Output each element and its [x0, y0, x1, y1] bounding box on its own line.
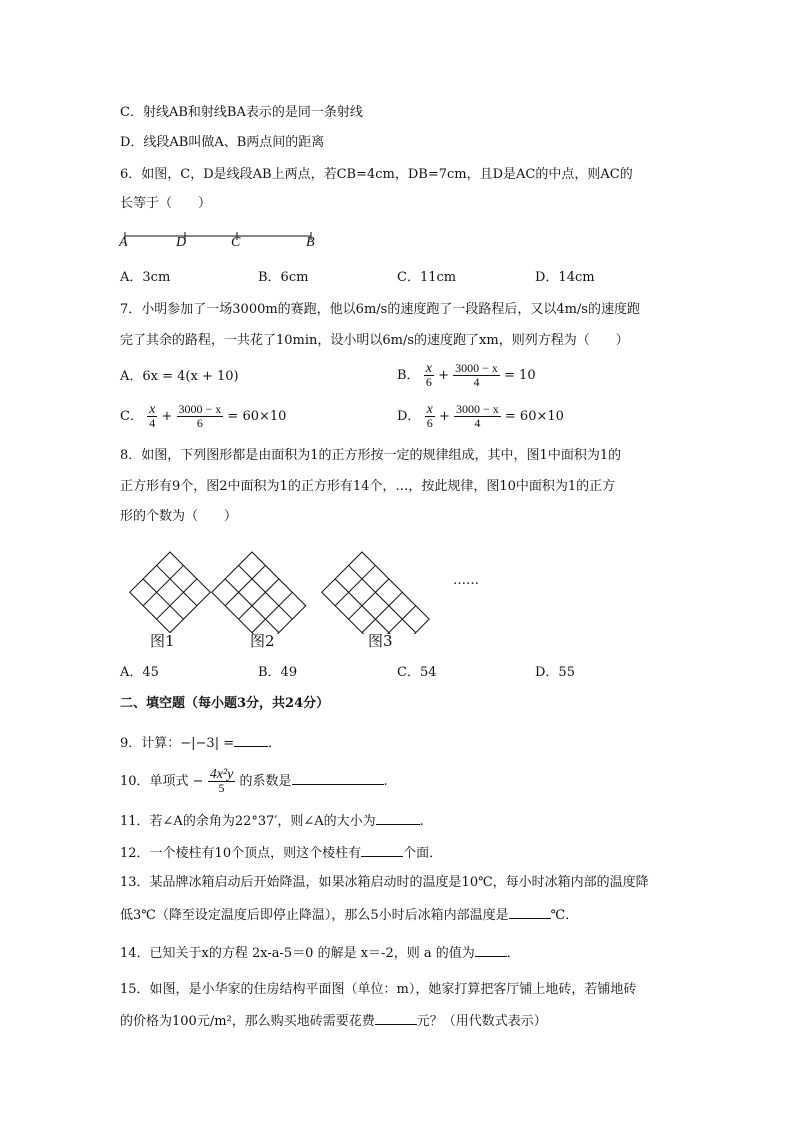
q7-option-d: D． $\frac{x}{6}$ + $\frac{3000 - x}{4}$ = 60×10: [397, 402, 564, 430]
q7-option-a: A．6x = 4(x + 10): [120, 369, 239, 384]
q6-stem-line2: 长等于（ ）: [120, 196, 212, 211]
q8-figure-1: [128, 550, 212, 634]
q15-answer-blank[interactable]: [375, 1010, 417, 1025]
q7-stem-line2: 完了其余的路程，一共花了10min，设小明以6m/s的速度跑了xm，则列方程为（ ）: [120, 333, 629, 348]
q13-line1: 13．某品牌冰箱启动后开始降温，如果冰箱启动时的温度是10℃，每小时冰箱内部的温度降: [120, 875, 649, 890]
q6-point-d: D: [176, 235, 187, 250]
q15-line2: 的价格为100元/m²，那么购买地砖需要花费 元？（用代数式表示）: [120, 1010, 547, 1032]
q7-option-c: C． $\frac{x}{4}$ + $\frac{3000 - x}{6}$ = 60×10: [120, 402, 287, 430]
q14: 14．已知关于x的方程 2x-a-5＝0 的解是 x＝-2，则 a 的值为 ．: [120, 942, 520, 964]
q13-line2: 低3℃（降至设定温度后即停止降温），那么5小时后冰箱内部温度是 ℃．: [120, 904, 578, 926]
q7-option-b: B． $\frac{x}{6}$ + $\frac{3000 - x}{4}$ = 10: [397, 361, 536, 389]
q6-option-d: D．14cm: [535, 270, 595, 285]
q5-option-d: D．线段AB叫做A、B两点间的距离: [120, 135, 325, 150]
q9: 9．计算：−|−3| = ．: [120, 732, 281, 754]
q6-point-c: C: [231, 235, 241, 250]
q12: 12．一个棱柱有10个顶点，则这个棱柱有 个面．: [120, 842, 442, 864]
q9-answer-blank[interactable]: [234, 732, 268, 747]
q7-stem-line1: 7．小明参加了一场3000m的赛跑，他以6m/s的速度跑了一段路程后，又以4m/s的速度跑: [120, 302, 640, 317]
q11-answer-blank[interactable]: [376, 810, 420, 825]
q8-figure-2-label: 图2: [250, 632, 275, 650]
q6-stem-line1: 6．如图，C，D是线段AB上两点，若CB=4cm，DB=7cm，且D是AC的中点，则AC的: [120, 167, 633, 182]
q12-answer-blank[interactable]: [361, 842, 403, 857]
q6-option-b: B．6cm: [258, 270, 309, 285]
q11: 11．若∠A的余角为22°37′，则∠A的大小为 .: [120, 810, 424, 832]
q8-figure-3-label: 图3: [368, 632, 393, 650]
q8-figure-3: [320, 550, 444, 634]
q8-option-b: B．49: [258, 665, 298, 680]
q8-stem-line3: 形的个数为（ ）: [120, 509, 238, 524]
section-2-title: 二、填空题（每小题3分，共24分）: [120, 696, 330, 711]
q14-answer-blank[interactable]: [475, 942, 507, 957]
q6-point-b: B: [306, 235, 315, 250]
q10-answer-blank[interactable]: [292, 770, 384, 785]
q8-stem-line2: 正方形有9个，图2中面积为1的正方形有14个，…，按此规律，图10中面积为1的正方: [120, 479, 616, 494]
q8-ellipsis: ……: [453, 573, 479, 588]
q8-option-c: C．54: [397, 665, 437, 680]
q6-option-c: C．11cm: [397, 270, 457, 285]
q6-point-a: A: [119, 235, 128, 250]
q13-answer-blank[interactable]: [509, 904, 551, 919]
q6-option-a: A．3cm: [120, 270, 171, 285]
q15-line1: 15．如图，是小华家的住房结构平面图（单位：m），她家打算把客厅铺上地砖，若铺地砖: [120, 982, 637, 997]
q6-line-segment-figure: [115, 226, 325, 254]
q10: 10．单项式 − $\frac{\text{4x²y}}{5}$ 的系数是 .: [120, 767, 388, 795]
q8-figure-2: [210, 550, 314, 634]
q8-figure-1-label: 图1: [150, 632, 175, 650]
q8-option-d: D．55: [535, 665, 575, 680]
q5-option-c: C．射线AB和射线BA表示的是同一条射线: [120, 105, 363, 120]
q8-stem-line1: 8．如图，下列图形都是由面积为1的正方形按一定的规律组成，其中，图1中面积为1的: [120, 448, 622, 463]
q8-option-a: A．45: [120, 665, 159, 680]
